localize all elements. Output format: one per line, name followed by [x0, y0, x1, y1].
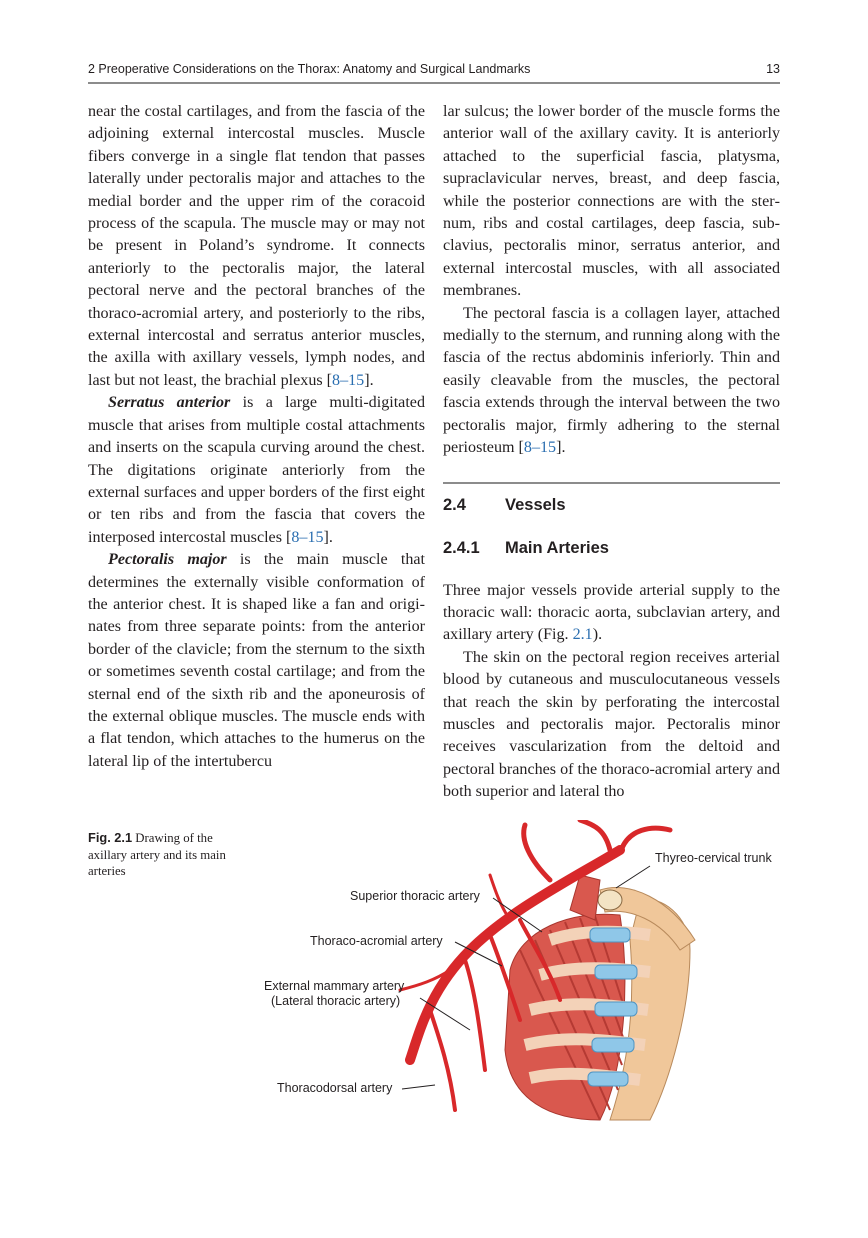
- term: Serratus anterior: [108, 394, 231, 412]
- costal-cartilage: [592, 1038, 634, 1052]
- paragraph: [88, 101, 425, 392]
- running-head: [88, 62, 780, 84]
- label-superior-thoracic-artery: Superior thoracic artery: [350, 889, 480, 903]
- paragraph: lar sulcus; the lower border of the muscle forms the anterior wall of the axillary cavity. It is anteriorly attached to the superficial fascia, platysma, supraclavicular nerves, breast, and deep fascia, while the posterior connections are with the sternum, ribs and costal cartilages, deep fascia, subclavius, pectoralis minor, serratus anterior, and external intercostal muscles, with all associated membranes.: [443, 103, 780, 300]
- small-branch: [490, 875, 510, 920]
- section-heading: [443, 494, 780, 516]
- subsection-heading: [443, 537, 780, 559]
- right-column: [443, 101, 780, 804]
- figure-link[interactable]: 2.1: [572, 626, 593, 644]
- costal-cartilage: [590, 928, 630, 942]
- paragraph-text: is a large multi-digitated muscle that arises from multiple costal attachments and inserts on the scapula curving around the chest. The digitations originate anteriorly from the external surfaces and upper borders of the first eight or ten ribs and from the fascia that covers the interposed intercostal muscles [: [88, 394, 425, 546]
- chapter-title: 2 Preoperative Considerations on the Thorax: Anatomy and Surgical Landmarks: [88, 62, 531, 76]
- reference-link[interactable]: 8–15: [523, 439, 557, 457]
- costal-cartilage: [588, 1072, 628, 1086]
- paragraph-text: ].: [323, 528, 333, 546]
- figure-caption: [88, 830, 248, 880]
- lateral-thoracic-artery: [465, 960, 485, 1070]
- paragraph: [443, 580, 780, 647]
- paragraph-text: near the costal cartilages, and from the fascia of the adjoining external intercostal muscles. Muscle fibers converge in a single flat tendon that passes laterally under pectoralis major and attaches to the medial border and the upper rim of the coracoid process of the scapula. The muscle may or may not be present in Poland’s syndrome. It connects anteriorly to the pectoralis major, the lateral pectoral nerve and the pectoral branches of the thoraco-acromial artery, and posteriorly to the ribs, external intercostal and serratus anterior muscles, the axilla with axillary vessels, lymph nodes, and last but not least, the brachial plexus [: [88, 103, 425, 389]
- paragraph: [443, 303, 780, 460]
- label-thoracodorsal-artery: Thoracodorsal artery: [277, 1081, 393, 1095]
- subsection-number: 2.4.1: [443, 538, 480, 557]
- paragraph-text: ].: [364, 371, 374, 389]
- label-thyreo-cervical-trunk: Thyreo-cervical trunk: [655, 851, 772, 865]
- term: Pectoralis major: [108, 551, 227, 569]
- costal-cartilage: [595, 1002, 637, 1016]
- label-external-mammary-artery: External mammary artery: [264, 979, 405, 993]
- section-rule: [443, 482, 780, 484]
- header-rule: [88, 82, 780, 84]
- thyreo-branch: [622, 828, 670, 848]
- paragraph: [88, 392, 425, 549]
- reference-link[interactable]: 8–15: [291, 528, 324, 546]
- anatomical-figure: [250, 820, 790, 1140]
- paragraph-text: ).: [592, 626, 603, 644]
- thoracodorsal-artery: [430, 1010, 455, 1110]
- paragraph-text: The pectoral fascia is a collagen layer, attached medially to the sternum, and running along with the fascia of the rectus abdominis inferiorly. Thin and easily cleavable from the muscles, the pectoral fascia extends through the interval between the two pectoralis major, firmly adhering to the sternal periosteum [: [443, 304, 780, 457]
- leader-thyreo: [616, 866, 650, 888]
- page-number: 13: [766, 62, 780, 76]
- caption-label: Fig. 2.1: [88, 830, 133, 845]
- paragraph: The skin on the pectoral region receives arterial blood by cutaneous and musculocutaneous vessels that reach the skin by perforating the intercostal muscles and pectoralis major. Pectoralis minor receives vascularization from the deltoid and pectoral branches of the thoraco-acromial artery and both superior and lateral tho: [443, 648, 780, 801]
- clavicle-cut-end: [598, 890, 622, 910]
- label-thoraco-acromial-artery: Thoraco-acromial artery: [310, 934, 443, 948]
- subsection-title: Main Arteries: [505, 538, 609, 557]
- section-title: Vessels: [505, 495, 566, 514]
- reference-link[interactable]: 8–15: [332, 371, 365, 389]
- paragraph-text: Three major vessels provide arterial supply to the thoracic wall: thoracic aorta, subclavian artery, and axillary artery (Fig.: [443, 581, 780, 644]
- costal-cartilage: [595, 965, 637, 979]
- thyreo-cervical-trunk: [580, 820, 610, 850]
- paragraph: [88, 549, 425, 773]
- paragraph-text: is the main muscle that determines the externally visible conformation of the anterior chest. It is shaped like a fan and originates from three separate points: from the anterior border of the clavicle; from the sternum to the sixth or sometimes seventh costal cartilage; and from the sternal end of the sixth rib and the aponeurosis of the external oblique muscles. The muscle ends with a flat tendon, which attaches to the humerus on the lateral lip of the intertubercu: [88, 551, 425, 770]
- left-column: [88, 101, 425, 773]
- section-number: 2.4: [443, 495, 466, 514]
- caption-text: Drawing of the axillary artery and its main arteries: [88, 831, 226, 878]
- chest-wall-muscle: [505, 914, 625, 1120]
- branch-up: [524, 825, 550, 880]
- paragraph-text: ].: [556, 439, 566, 457]
- leader-thoracodorsal: [402, 1085, 435, 1089]
- label-lateral-thoracic-artery: (Lateral thoracic artery): [271, 994, 401, 1008]
